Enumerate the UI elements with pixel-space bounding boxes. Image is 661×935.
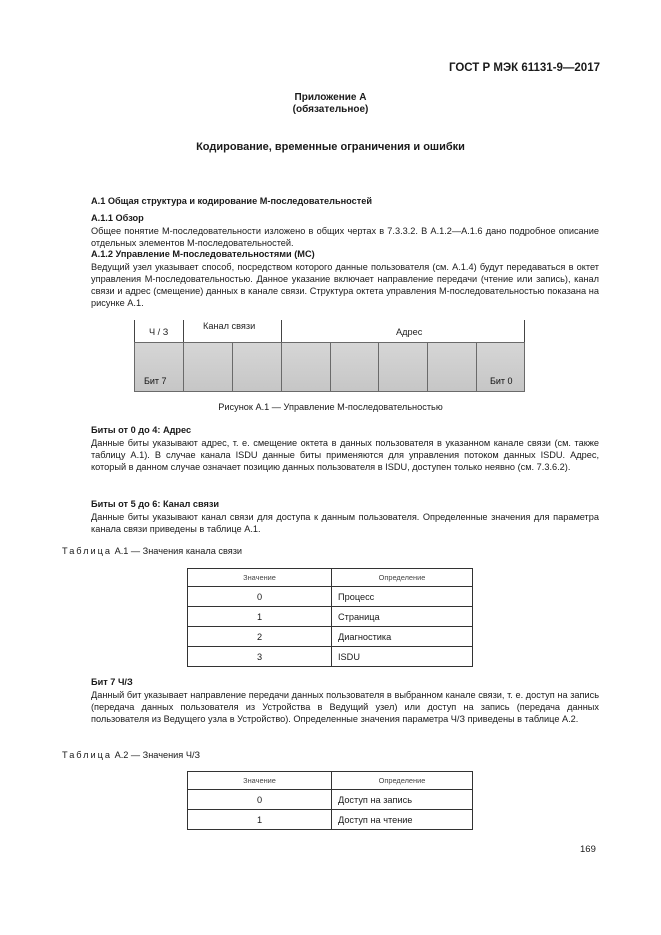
annex-title: Приложение А	[294, 92, 367, 103]
figure-caption: Рисунок А.1 — Управление М-последовательностью	[218, 402, 443, 412]
table-row	[188, 607, 473, 627]
page-number: 169	[580, 844, 596, 855]
bits-0-4-text	[62, 437, 599, 473]
table-header-definition: Определение	[332, 569, 473, 587]
table-a1-caption	[62, 546, 242, 556]
standard-header: ГОСТ Р МЭК 61131-9—2017	[448, 62, 600, 74]
table-row	[188, 790, 473, 810]
bit-cell	[427, 342, 477, 392]
table-header-row	[188, 569, 473, 587]
section-a11-heading: А.1.1 Обзор	[91, 213, 144, 223]
table-cell-definition: Диагностика	[332, 627, 473, 647]
table-a2-label: Таблица	[62, 750, 113, 760]
bit-cell	[232, 342, 282, 392]
table-cell-value: 1	[188, 607, 332, 627]
table-cell-definition: Доступ на чтение	[332, 810, 473, 830]
section-a12-paragraph: Ведущий узел указывает способ, посредством которого данные пользователя (см. А.1.4) будут передаваться в октет управления М-последовательностью. Данное указание включает направление передачи (чтение или запись), канал связи и адрес (смещение) данных в канале связи. Структура октета управления М-последовательностью показана на рисунке А.1.	[91, 262, 599, 308]
table-row	[188, 647, 473, 667]
annex-subtitle: (обязательное)	[292, 104, 369, 115]
figure-divider	[134, 320, 135, 342]
table-cell-value: 3	[188, 647, 332, 667]
annex-heading	[0, 92, 661, 116]
section-a12-text	[62, 261, 599, 309]
figure-divider	[183, 320, 184, 342]
section-a11-paragraph: Общее понятие М-последовательности изложено в общих чертах в 7.3.3.2. В А.1.2—А.1.6 дано подробное описание отдельных элементов М-последовательностей.	[91, 226, 599, 248]
bit0-label: Бит 0	[490, 376, 513, 386]
table-header-value: Значение	[188, 569, 332, 587]
bit-cell	[378, 342, 428, 392]
figure-label-channel: Канал связи	[203, 321, 256, 331]
table-a2	[187, 771, 473, 830]
table-cell-definition: Процесс	[332, 587, 473, 607]
figure-divider	[524, 320, 525, 342]
table-a2-title: А.2 — Значения Ч/З	[114, 750, 201, 760]
table-a1-title: А.1 — Значения канала связи	[114, 546, 243, 556]
table-a2-caption	[62, 750, 200, 760]
figure-label-address: Адрес	[396, 327, 423, 337]
table-cell-value: 2	[188, 627, 332, 647]
table-header-value: Значение	[188, 772, 332, 790]
table-header-row	[188, 772, 473, 790]
table-row	[188, 587, 473, 607]
section-a12-heading: А.1.2 Управление М-последовательностями (МС)	[91, 249, 315, 259]
bit-7-text	[62, 689, 599, 725]
table-a1	[187, 568, 473, 667]
bits-5-6-heading: Биты от 5 до 6: Канал связи	[91, 499, 220, 509]
table-cell-definition: Страница	[332, 607, 473, 627]
bits-0-4-heading: Биты от 0 до 4: Адрес	[91, 425, 192, 435]
figure-label-rw: Ч / З	[149, 327, 169, 337]
table-cell-definition: Доступ на запись	[332, 790, 473, 810]
table-cell-value: 0	[188, 790, 332, 810]
bits-0-4-paragraph: Данные биты указывают адрес, т. е. смещение октета в данных пользователя в указанном канале связи (см. также таблицу А.1). В случае канала ISDU данные биты применяются для управления потоком данных ISDU. Адрес, который в данном случае означает позицию данных пользователя в ISDU, доступен только неявно (см. 7.3.6.2).	[91, 438, 599, 472]
table-cell-value: 1	[188, 810, 332, 830]
bits-5-6-paragraph: Данные биты указывают канал связи для доступа к данным пользователя. Определенные значения для параметра канала связи приведены в таблице А.1.	[91, 512, 599, 534]
table-row	[188, 627, 473, 647]
bit-7-heading: Бит 7 Ч/З	[91, 677, 133, 687]
figure-divider	[281, 320, 282, 342]
bit-cell	[281, 342, 331, 392]
mc-octet-figure	[134, 320, 525, 392]
bit-cell	[183, 342, 233, 392]
section-a11-text	[62, 225, 599, 249]
table-cell-definition: ISDU	[332, 647, 473, 667]
bit-7-paragraph: Данный бит указывает направление передачи данных пользователя в выбранном канале связи, т. е. доступ на запись (передача данных пользователя из Устройства в Ведущий узел) или доступ на запись (передача данных пользователя из Ведущего узла в Устройство). Определенные значения параметра Ч/З приведены в таблице А.2.	[91, 690, 599, 724]
section-a1-heading: А.1 Общая структура и кодирование М-последовательностей	[91, 196, 372, 206]
table-header-definition: Определение	[332, 772, 473, 790]
table-row	[188, 810, 473, 830]
table-cell-value: 0	[188, 587, 332, 607]
main-title: Кодирование, временные ограничения и ошибки	[196, 141, 465, 153]
bit7-label: Бит 7	[144, 376, 167, 386]
table-a1-label: Таблица	[62, 546, 113, 556]
bit-cell	[330, 342, 379, 392]
bits-5-6-text	[62, 511, 599, 535]
